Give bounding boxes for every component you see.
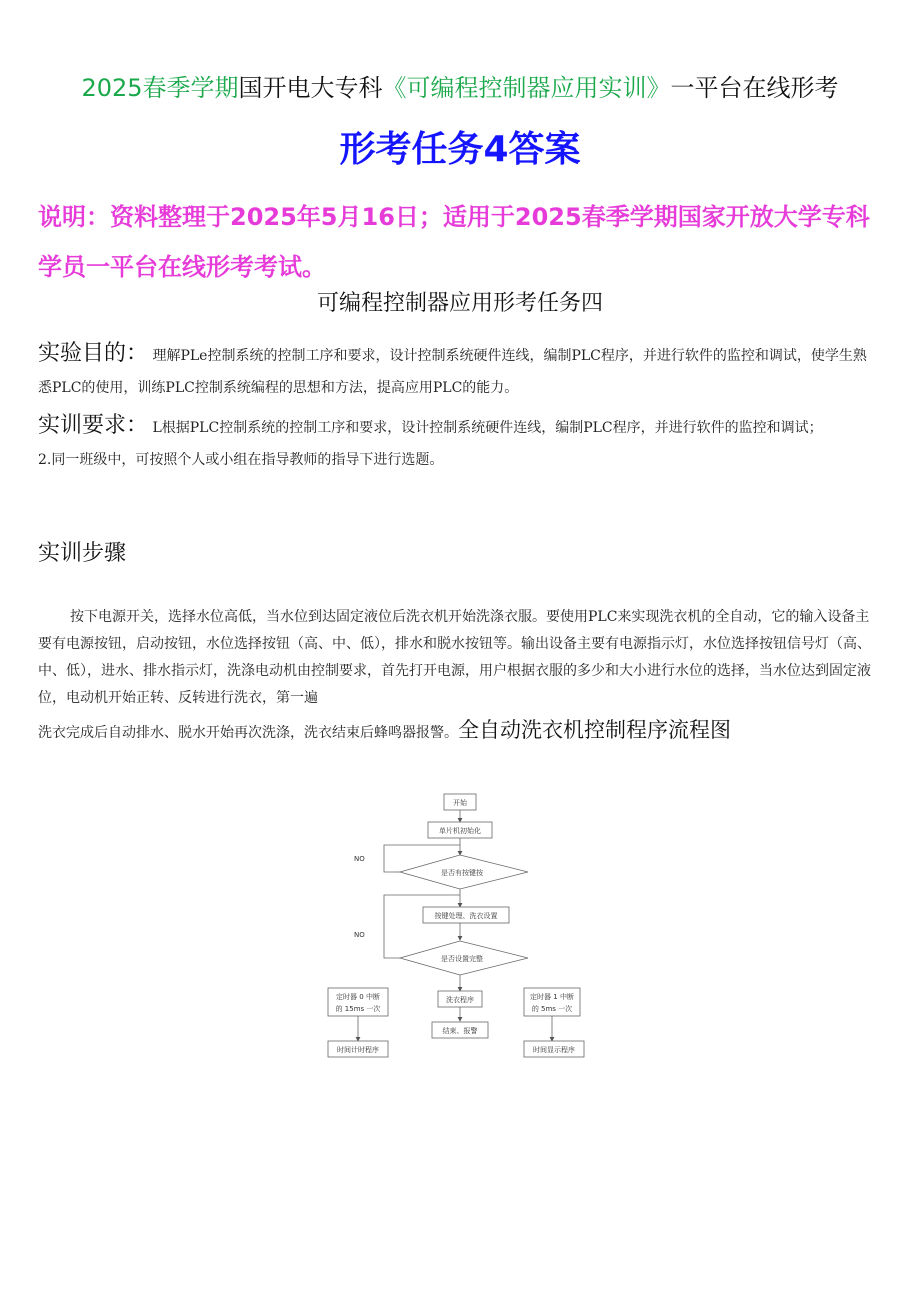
flow-end-alarm-label: 结束、报警 xyxy=(442,1027,478,1035)
page-title: 形考任务4答案 xyxy=(339,129,581,170)
flow-timer0 xyxy=(328,988,388,1016)
flowchart-diagram xyxy=(320,785,600,1065)
flow-timer1 xyxy=(524,988,580,1016)
document-header xyxy=(0,72,920,104)
steps-body-continued xyxy=(38,716,898,747)
flow-key-process xyxy=(423,907,509,923)
flow-timer1-line1: 定时器 1 中断 xyxy=(530,993,574,1001)
steps-body: 按下电源开关，选择水位高低，当水位到达固定液位后洗衣机开始洗涤衣服。要使用PLC来实现洗衣机的全自动，它的输入设备主要有电源按钮，启动按钮，水位选择按钮（高、中、低），排水和脱水按钮等。输出设备主要有电源指示灯，水位选择按钮信号灯（高、中、低），进水、排水指示灯，洗涤电动机由控制要求，首先打开电源，用户根据衣服的多少和大小进行水位的选择，当水位达到固定液位，电动机开始正转、反转进行洗衣，第一遍 xyxy=(38,609,871,706)
header-semester: 2025春季学期 xyxy=(81,74,239,102)
steps-body2: 洗衣完成后自动排水、脱水开始再次洗涤，洗衣结束后蜂鸣器报警。 xyxy=(38,725,458,741)
flow-wash xyxy=(438,991,482,1007)
steps-heading: 实训步骤 xyxy=(38,541,127,566)
flow-start-label: 开始 xyxy=(453,799,467,807)
header-platform: 一平台在线形考 xyxy=(670,74,839,102)
flowchart-title: 全自动洗衣机控制程序流程图 xyxy=(458,718,731,742)
flow-init-label: 单片机初始化 xyxy=(439,827,481,835)
requirement-label: 实训要求： xyxy=(38,413,149,438)
requirement-text2: 2.同一班级中，可按照个人或小组在指导教师的指导下进行选题。 xyxy=(38,452,444,468)
section-subtitle: 可编程控制器应用形考任务四 xyxy=(316,291,603,316)
flow-init xyxy=(428,822,492,838)
flow-decision-key-label: 是否有按键按 xyxy=(441,869,483,877)
flow-wash-label: 洗衣程序 xyxy=(446,996,474,1004)
purpose-label: 实验目的： xyxy=(38,341,149,366)
flow-no-label-2: NO xyxy=(354,931,365,939)
flow-decision-complete xyxy=(400,941,528,975)
flow-end-alarm xyxy=(432,1022,488,1038)
flow-no-label-1: NO xyxy=(354,855,365,863)
flow-timer0-line1: 定时器 0 中断 xyxy=(336,993,380,1001)
flow-time-count xyxy=(328,1041,388,1057)
flow-decision-key xyxy=(400,855,528,889)
flow-time-display xyxy=(524,1041,584,1057)
note-text: 说明：资料整理于2025年5月16日；适用于2025春季学期国家开放大学专科学员一平台在线形考考试。 xyxy=(38,203,870,281)
requirement-paragraph xyxy=(38,410,878,476)
flow-timer0-line2: 的 15ms 一次 xyxy=(335,1005,381,1013)
flow-timer1-line2: 的 5ms 一次 xyxy=(531,1005,573,1013)
purpose-text: 理解PLe控制系统的控制工序和要求，设计控制系统硬件连线，编制PLC程序，并进行软件的监控和调试，使学生熟悉PLC的使用，训练PLC控制系统编程的思想和方法，提高应用PLC的能力。 xyxy=(38,348,867,396)
flow-time-count-label: 时间计时程序 xyxy=(337,1046,379,1054)
flow-decision-complete-label: 是否设置完整 xyxy=(441,955,483,963)
flow-start xyxy=(444,794,476,810)
purpose-paragraph xyxy=(38,338,878,404)
flow-time-display-label: 时间显示程序 xyxy=(533,1046,575,1054)
flow-key-process-label: 按键处理、洗衣设置 xyxy=(434,912,498,920)
requirement-text1: L根据PLC控制系统的控制工序和要求，设计控制系统硬件连线，编制PLC程序，并进行软件的监控和调试； xyxy=(152,420,823,436)
header-course: 《可编程控制器应用实训》 xyxy=(382,74,671,102)
header-school: 国开电大专科 xyxy=(238,74,383,102)
